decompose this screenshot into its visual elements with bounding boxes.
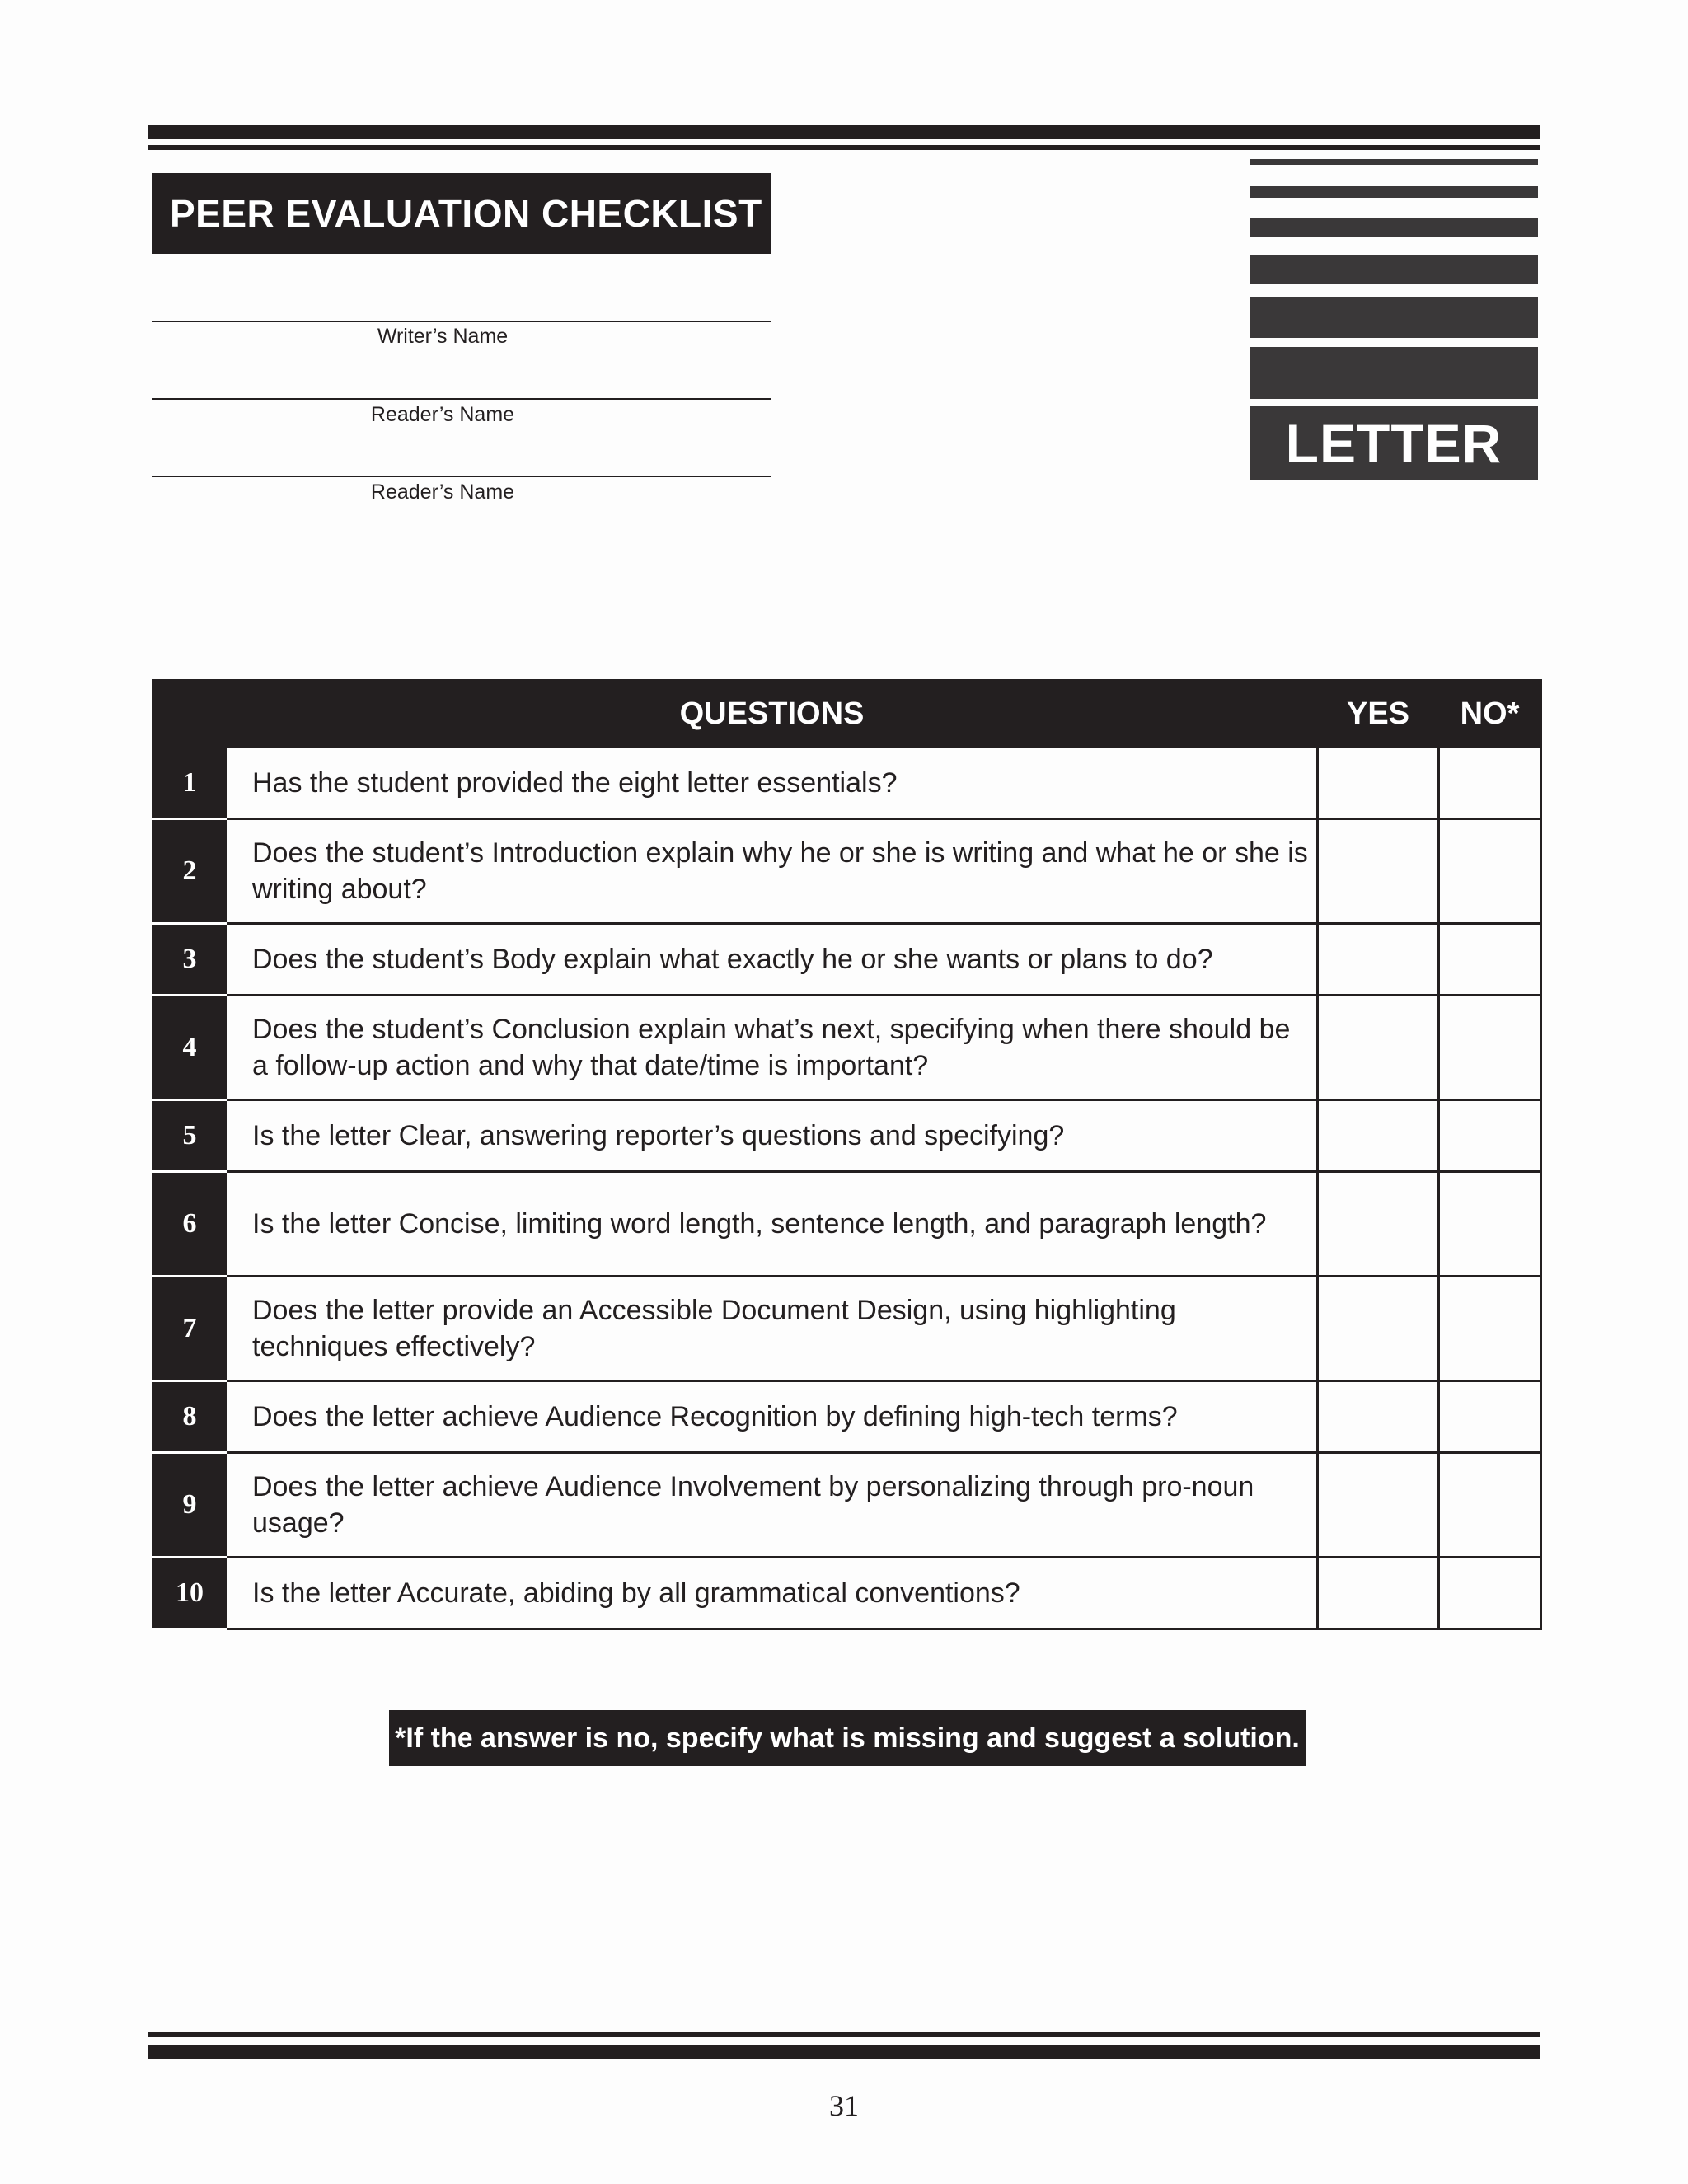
decor-stripe	[1250, 347, 1538, 399]
section-label: LETTER	[1250, 406, 1538, 480]
yes-checkbox[interactable]	[1318, 1100, 1439, 1172]
no-checkbox[interactable]	[1439, 1277, 1541, 1381]
yes-checkbox[interactable]	[1318, 1453, 1439, 1558]
yes-checkbox[interactable]	[1318, 819, 1439, 924]
reader-name-line-2[interactable]	[152, 476, 771, 477]
question-text: Does the student’s Introduction explain why he or she is writing and what he or she is writing about?	[227, 819, 1318, 924]
top-rule-thick	[148, 125, 1540, 139]
decor-stripe	[1250, 255, 1538, 284]
table-row	[153, 1172, 1541, 1277]
decor-stripe	[1250, 218, 1538, 237]
row-number: 9	[153, 1453, 227, 1558]
no-checkbox[interactable]	[1439, 924, 1541, 996]
header-yes: YES	[1318, 681, 1439, 748]
question-text: Does the student’s Conclusion explain what’s next, specifying when there should be a follow-up action and why that date/time is important?	[227, 996, 1318, 1100]
table-row	[153, 996, 1541, 1100]
no-checkbox[interactable]	[1439, 1100, 1541, 1172]
table-row	[153, 819, 1541, 924]
row-number: 1	[153, 748, 227, 819]
page-number: 31	[829, 2089, 859, 2122]
no-checkbox[interactable]	[1439, 1558, 1541, 1629]
table-header-row	[153, 681, 1541, 748]
no-checkbox[interactable]	[1439, 996, 1541, 1100]
no-checkbox[interactable]	[1439, 748, 1541, 819]
writer-name-label: Writer’s Name	[377, 325, 509, 348]
header-num-cell	[153, 681, 227, 748]
writer-name-line[interactable]	[152, 321, 771, 322]
page-title: PEER EVALUATION CHECKLIST	[152, 173, 771, 254]
question-text: Does the letter achieve Audience Recognition by defining high-tech terms?	[227, 1381, 1318, 1453]
bottom-rule-thick	[148, 2045, 1540, 2059]
top-rule-thin	[148, 145, 1540, 150]
table-row	[153, 1100, 1541, 1172]
table-row	[153, 924, 1541, 996]
bottom-rule-thin	[148, 2032, 1540, 2037]
row-number: 7	[153, 1277, 227, 1381]
question-text: Is the letter Accurate, abiding by all grammatical conventions?	[227, 1558, 1318, 1629]
reader-name-line-1[interactable]	[152, 398, 771, 400]
question-text: Does the student’s Body explain what exactly he or she wants or plans to do?	[227, 924, 1318, 996]
no-checkbox[interactable]	[1439, 819, 1541, 924]
decor-stripe	[1250, 297, 1538, 338]
yes-checkbox[interactable]	[1318, 996, 1439, 1100]
question-text: Has the student provided the eight letter essentials?	[227, 748, 1318, 819]
reader-name-label-1: Reader’s Name	[370, 403, 515, 426]
row-number: 6	[153, 1172, 227, 1277]
table-row	[153, 1277, 1541, 1381]
yes-checkbox[interactable]	[1318, 924, 1439, 996]
question-text: Is the letter Concise, limiting word length, sentence length, and paragraph length?	[227, 1172, 1318, 1277]
header-no: NO*	[1439, 681, 1541, 748]
table-row	[153, 1381, 1541, 1453]
question-text: Is the letter Clear, answering reporter’s questions and specifying?	[227, 1100, 1318, 1172]
no-checkbox[interactable]	[1439, 1172, 1541, 1277]
checklist-table	[152, 679, 1542, 1630]
table-row	[153, 1453, 1541, 1558]
row-number: 4	[153, 996, 227, 1100]
no-checkbox[interactable]	[1439, 1381, 1541, 1453]
row-number: 8	[153, 1381, 227, 1453]
yes-checkbox[interactable]	[1318, 1381, 1439, 1453]
question-text: Does the letter provide an Accessible Document Design, using highlighting techniques effectively?	[227, 1277, 1318, 1381]
decor-stripe	[1250, 186, 1538, 198]
row-number: 10	[153, 1558, 227, 1629]
header-questions: QUESTIONS	[227, 681, 1318, 748]
table-row	[153, 1558, 1541, 1629]
yes-checkbox[interactable]	[1318, 748, 1439, 819]
row-number: 3	[153, 924, 227, 996]
table-row	[153, 748, 1541, 819]
row-number: 5	[153, 1100, 227, 1172]
yes-checkbox[interactable]	[1318, 1172, 1439, 1277]
reader-name-label-2: Reader’s Name	[370, 480, 515, 504]
question-text: Does the letter achieve Audience Involvement by personalizing through pro-noun usage?	[227, 1453, 1318, 1558]
yes-checkbox[interactable]	[1318, 1558, 1439, 1629]
decor-stripe	[1250, 159, 1538, 165]
yes-checkbox[interactable]	[1318, 1277, 1439, 1381]
no-checkbox[interactable]	[1439, 1453, 1541, 1558]
footnote: *If the answer is no, specify what is missing and suggest a solution.	[389, 1710, 1306, 1766]
row-number: 2	[153, 819, 227, 924]
